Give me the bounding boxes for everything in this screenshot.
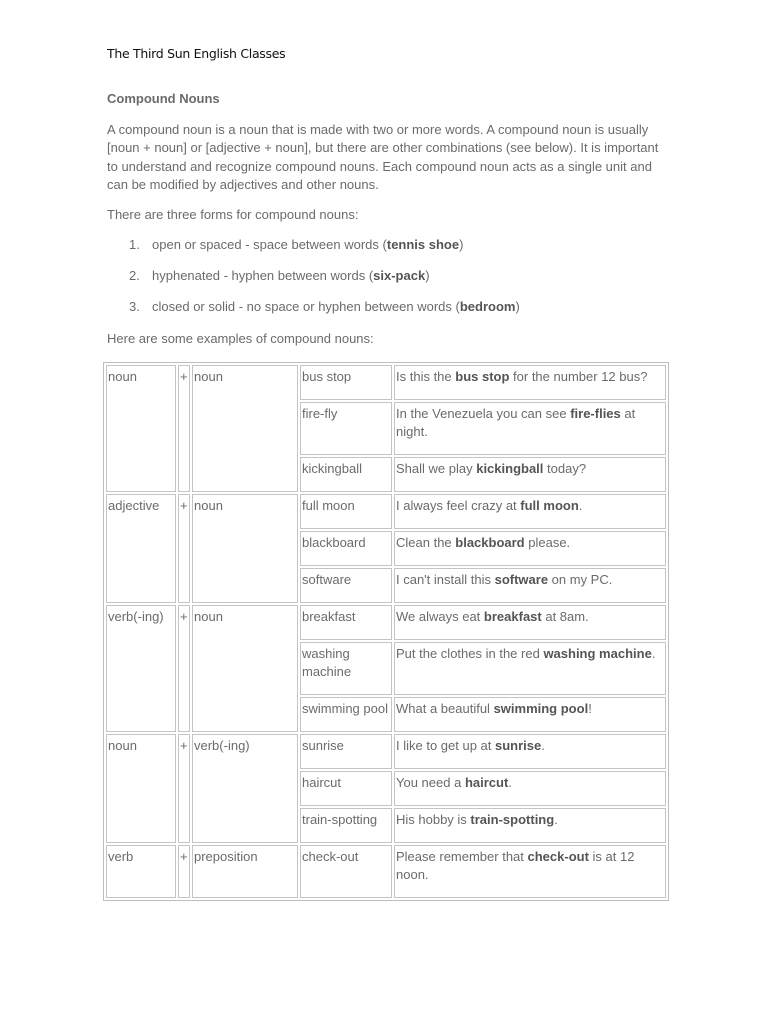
compound-word-cell: train-spotting	[300, 808, 392, 843]
example-sentence-cell	[394, 457, 666, 492]
sentence-before: Put the clothes in the red	[396, 646, 544, 661]
example-sentence-cell	[394, 568, 666, 603]
sentence-before: I like to get up at	[396, 738, 496, 753]
sentence-before: Clean the	[396, 535, 456, 550]
table-row	[106, 568, 666, 603]
sentence-before: I can't install this	[396, 572, 495, 587]
table-row	[106, 808, 666, 843]
compound-word-cell: full moon	[300, 494, 392, 529]
sentence-highlight: blackboard	[455, 535, 525, 550]
pattern-part1-cell: adjective	[106, 494, 176, 603]
pattern-part2-cell: preposition	[192, 845, 298, 898]
table-row	[106, 771, 666, 806]
table-row	[106, 457, 666, 492]
sentence-highlight: kickingball	[476, 461, 544, 476]
compound-word-cell: sunrise	[300, 734, 392, 769]
table-body	[106, 365, 666, 898]
plus-sign-cell: +	[178, 734, 190, 843]
list-text	[152, 299, 520, 314]
table-row	[106, 605, 666, 640]
pattern-part1-cell: noun	[106, 365, 176, 492]
sentence-highlight: washing machine	[543, 646, 652, 661]
examples-lead-text: Here are some examples of compound nouns:	[107, 331, 374, 346]
example-sentence-cell	[394, 771, 666, 806]
sentence-highlight: fire-flies	[570, 406, 621, 421]
sentence-highlight: haircut	[464, 775, 509, 790]
sentence-before: What a beautiful	[396, 701, 494, 716]
table-row	[106, 365, 666, 400]
sentence-before: We always eat	[396, 609, 484, 624]
sentence-before: His hobby is	[396, 812, 471, 827]
list-text-before: closed or solid - no space or hyphen between words (	[152, 299, 460, 314]
sentence-before: Shall we play	[396, 461, 477, 476]
list-text-before: hyphenated - hyphen between words (	[152, 268, 374, 283]
compound-word-cell: swimming pool	[300, 697, 392, 732]
sentence-after: .	[554, 812, 558, 827]
sentence-before: I always feel crazy at	[396, 498, 521, 513]
sentence-after: .	[578, 498, 583, 513]
plus-sign-cell: +	[178, 365, 190, 492]
sentence-after: .	[651, 646, 656, 661]
example-sentence-cell	[394, 697, 666, 732]
forms-lead-text: There are three forms for compound nouns:	[107, 207, 359, 222]
example-sentence-cell	[394, 642, 666, 695]
sentence-after: today?	[543, 461, 587, 476]
document-title: The Third Sun English Classes	[107, 46, 286, 61]
compound-word-cell: check-out	[300, 845, 392, 898]
compound-word-cell: bus stop	[300, 365, 392, 400]
example-sentence-cell	[394, 494, 666, 529]
sentence-highlight: sunrise	[495, 738, 542, 753]
list-number: 3.	[129, 299, 140, 314]
sentence-highlight: bus stop	[455, 369, 510, 384]
intro-paragraph: A compound noun is a noun that is made with two or more words. A compound noun is usually [noun + noun] or [adjective + noun], but there are other combinations (see below). It is important to understand and recognize compound nouns. Each compound noun acts as a single unit and can be modified by adjectives and other nouns.	[107, 122, 659, 192]
table-row	[106, 697, 666, 732]
list-example-bold: bedroom	[459, 299, 516, 314]
plus-sign-cell: +	[178, 845, 190, 898]
sentence-after: please.	[524, 535, 571, 550]
pattern-part1-cell: verb(-ing)	[106, 605, 176, 732]
list-text-after: )	[459, 237, 464, 252]
compound-word-cell: software	[300, 568, 392, 603]
sentence-after: at 8am.	[541, 609, 589, 624]
plus-sign-cell: +	[178, 605, 190, 732]
pattern-part1-cell: verb	[106, 845, 176, 898]
list-number: 2.	[129, 268, 140, 283]
table-row	[106, 734, 666, 769]
plus-sign-cell: +	[178, 494, 190, 603]
sentence-highlight: breakfast	[483, 609, 542, 624]
pattern-part2-cell: noun	[192, 605, 298, 732]
compound-word-cell: blackboard	[300, 531, 392, 566]
example-sentence-cell	[394, 365, 666, 400]
sentence-after: on my PC.	[548, 572, 613, 587]
compound-noun-table	[103, 362, 669, 901]
sentence-highlight: train-spotting	[470, 812, 555, 827]
list-text	[152, 237, 463, 252]
list-text	[152, 268, 430, 283]
section-heading: Compound Nouns	[107, 91, 220, 106]
table-row	[106, 845, 666, 898]
example-sentence-cell	[394, 845, 666, 898]
sentence-before: Please remember that	[396, 849, 528, 864]
compound-word-cell: washing machine	[300, 642, 392, 695]
sentence-after: .	[541, 738, 545, 753]
sentence-highlight: swimming pool	[493, 701, 589, 716]
sentence-after: at night.	[396, 406, 636, 439]
pattern-part2-cell: noun	[192, 494, 298, 603]
sentence-before: You need a	[396, 775, 465, 790]
compound-word-cell: haircut	[300, 771, 392, 806]
sentence-after: for the number 12 bus?	[509, 369, 648, 384]
compound-word-cell: kickingball	[300, 457, 392, 492]
pattern-part2-cell: verb(-ing)	[192, 734, 298, 843]
sentence-highlight: software	[494, 572, 549, 587]
list-example-bold: six-pack	[373, 268, 426, 283]
list-number: 1.	[129, 237, 140, 252]
compound-word-cell: breakfast	[300, 605, 392, 640]
sentence-after: !	[588, 701, 592, 716]
sentence-after: .	[508, 775, 512, 790]
list-text-before: open or spaced - space between words (	[152, 237, 387, 252]
pattern-part2-cell: noun	[192, 365, 298, 492]
table-row	[106, 402, 666, 455]
example-sentence-cell	[394, 808, 666, 843]
list-text-after: )	[515, 299, 520, 314]
compound-word-cell: fire-fly	[300, 402, 392, 455]
table-row	[106, 494, 666, 529]
example-sentence-cell	[394, 734, 666, 769]
example-sentence-cell	[394, 531, 666, 566]
example-sentence-cell	[394, 402, 666, 455]
pattern-part1-cell: noun	[106, 734, 176, 843]
sentence-before: Is this the	[396, 369, 456, 384]
table-row	[106, 642, 666, 695]
sentence-highlight: full moon	[520, 498, 579, 513]
list-text-after: )	[425, 268, 430, 283]
example-sentence-cell	[394, 605, 666, 640]
sentence-before: In the Venezuela you can see	[396, 406, 571, 421]
list-example-bold: tennis shoe	[386, 237, 460, 252]
sentence-after: is at 12 noon.	[396, 849, 635, 882]
table-row	[106, 531, 666, 566]
sentence-highlight: check-out	[527, 849, 589, 864]
